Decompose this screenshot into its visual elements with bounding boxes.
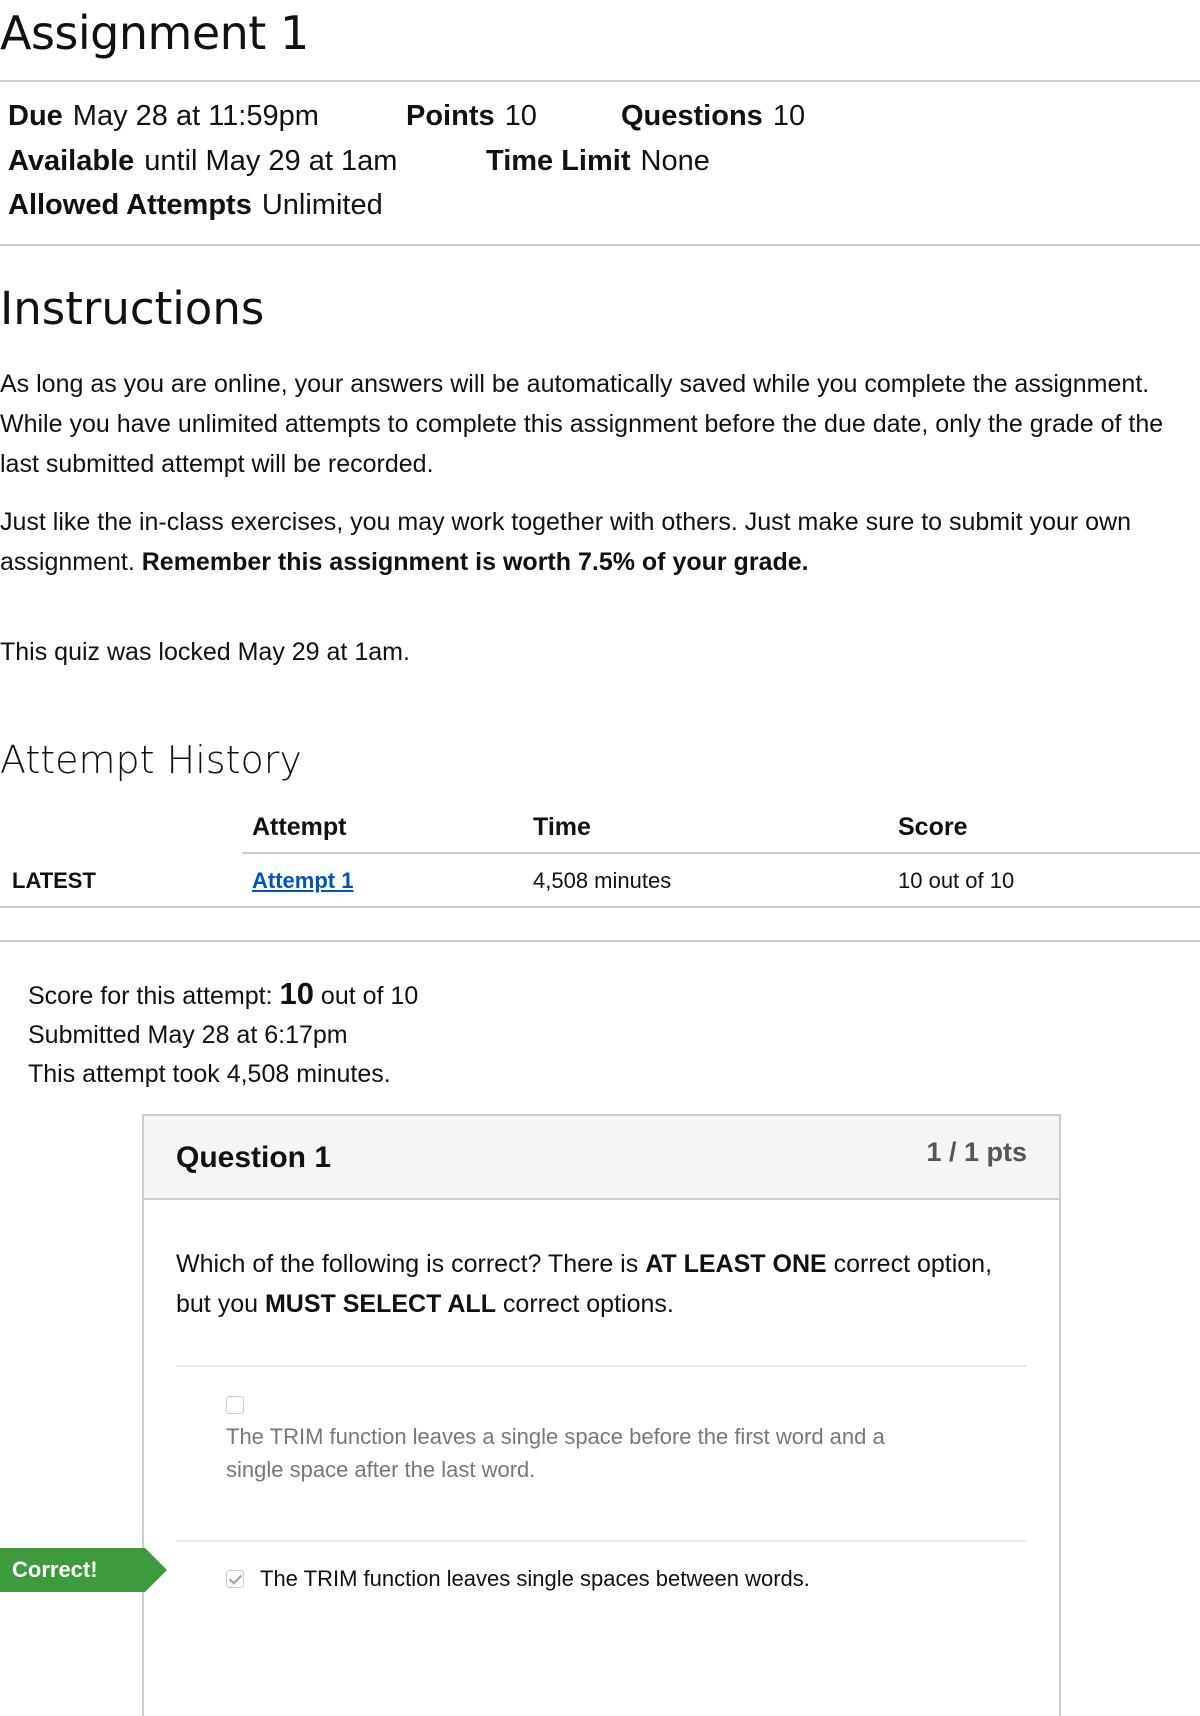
correct-answer-flag: Correct!: [0, 1548, 145, 1592]
available-value: until May 29 at 1am: [144, 145, 398, 177]
question-text-part: correct options.: [495, 1290, 674, 1318]
attempt-score-summary: [28, 976, 418, 1012]
time-limit-value: None: [640, 145, 710, 177]
meta-attempts: [8, 189, 383, 222]
due-value: May 28 at 11:59pm: [72, 100, 319, 132]
score-suffix: out of 10: [313, 982, 419, 1010]
option-2-text: The TRIM function leaves single spaces between words.: [260, 1566, 810, 1591]
instructions-paragraph-2: [0, 502, 1195, 582]
attempt-1-link[interactable]: Attempt 1: [252, 868, 354, 893]
instructions-paragraph-1: As long as you are online, your answers will be automatically saved while you complete the assignment. While you have unlimited attempts to complete this assignment before the due date, only the grade of the last submitted attempt will be recorded.: [0, 370, 1164, 478]
meta-points: [406, 100, 537, 133]
page-title: Assignment 1: [0, 6, 309, 60]
table-header-divider: [242, 852, 1200, 854]
meta-questions: [621, 100, 805, 133]
question-points: 1 / 1 pts: [926, 1137, 1027, 1167]
col-attempt: Attempt: [252, 813, 347, 841]
question-emphasis-at-least-one: AT LEAST ONE: [645, 1250, 827, 1278]
grade-weight-notice: Remember this assignment is worth 7.5% of your grade.: [141, 548, 809, 576]
instructions-paragraph-2-text: Just like the in-class exercises, you may work together with others. Just make sure to submit your own assignment.: [0, 508, 1132, 576]
points-label: Points: [406, 100, 495, 132]
question-text-part: correct option, but you: [176, 1250, 993, 1318]
col-time: Time: [533, 813, 591, 841]
meta-divider: [0, 244, 1200, 246]
attempt-score: 10 out of 10: [898, 868, 1015, 893]
option-2-checkbox[interactable]: [226, 1570, 244, 1588]
question-emphasis-must-select-all: MUST SELECT ALL: [264, 1290, 496, 1318]
points-value: 10: [504, 100, 537, 132]
instructions-heading: Instructions: [0, 282, 265, 335]
question-text-part: Which of the following is correct? There is: [176, 1250, 646, 1278]
option-1-text: The TRIM function leaves a single space before the first word and a single space after the last word.: [226, 1424, 885, 1482]
questions-label: Questions: [621, 100, 763, 132]
col-score: Score: [898, 813, 968, 841]
score-prefix: Score for this attempt:: [28, 982, 280, 1010]
options-divider-top: [176, 1365, 1026, 1367]
meta-available: [8, 145, 397, 178]
due-label: Due: [8, 100, 63, 132]
latest-tag: LATEST: [12, 868, 96, 893]
available-label: Available: [8, 145, 135, 177]
option-1-checkbox[interactable]: [226, 1396, 244, 1414]
meta-due: [8, 100, 319, 133]
attempts-label: Allowed Attempts: [8, 189, 252, 221]
submitted-time: Submitted May 28 at 6:17pm: [28, 1021, 348, 1049]
summary-divider: [0, 940, 1200, 942]
meta-time-limit: [486, 145, 710, 178]
lock-notice: This quiz was locked May 29 at 1am.: [0, 638, 410, 666]
question-card: [142, 1114, 1061, 1716]
question-text: [176, 1244, 996, 1324]
questions-value: 10: [772, 100, 806, 132]
title-divider: [0, 80, 1200, 82]
time-limit-label: Time Limit: [486, 145, 631, 177]
attempts-value: Unlimited: [261, 189, 383, 221]
options-divider-middle: [176, 1540, 1026, 1542]
question-header: [144, 1116, 1059, 1200]
attempt-duration: This attempt took 4,508 minutes.: [28, 1060, 391, 1088]
question-title: Question 1: [176, 1141, 332, 1174]
attempt-time: 4,508 minutes: [533, 868, 672, 893]
attempt-history-heading: Attempt History: [0, 738, 302, 782]
score-value: 10: [279, 976, 314, 1011]
table-row-divider: [0, 906, 1200, 908]
